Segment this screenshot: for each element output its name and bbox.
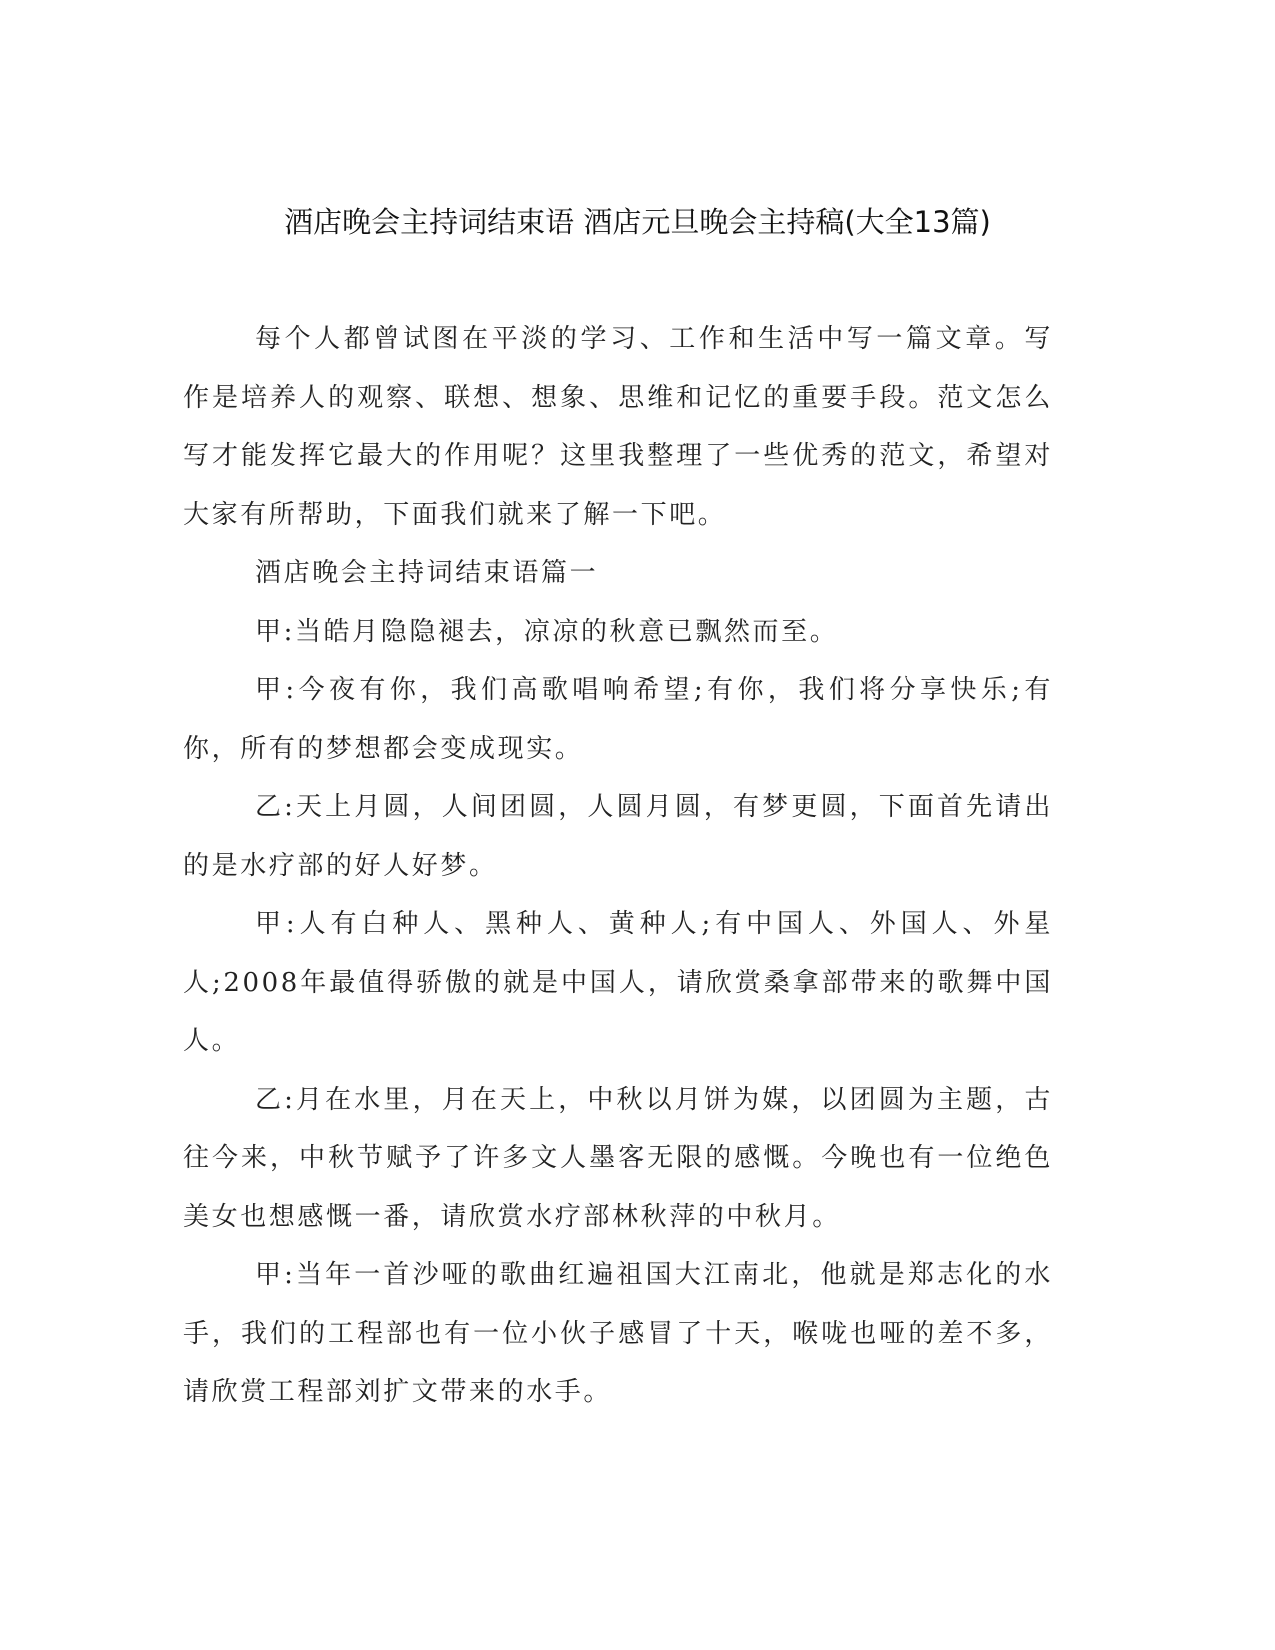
document-title: 酒店晚会主持词结束语 酒店元旦晚会主持稿(大全13篇) xyxy=(284,205,991,239)
document-body xyxy=(183,310,1053,1422)
paragraph: 乙:月在水里，月在天上，中秋以月饼为媒，以团圆为主题，古往今来，中秋节赋予了许多文人墨客无限的感慨。今晚也有一位绝色美女也想感慨一番，请欣赏水疗部林秋萍的中秋月。 xyxy=(183,1084,1053,1232)
paragraph: 甲:今夜有你，我们高歌唱响希望;有你，我们将分享快乐;有你，所有的梦想都会变成现实。 xyxy=(183,675,1053,764)
paragraph-intro: 每个人都曾试图在平淡的学习、工作和生活中写一篇文章。写作是培养人的观察、联想、想象、思维和记忆的重要手段。范文怎么写才能发挥它最大的作用呢？这里我整理了一些优秀的范文，希望对大家有所帮助，下面我们就来了解一下吧。 xyxy=(183,324,1053,530)
paragraph: 乙:天上月圆，人间团圆，人圆月圆，有梦更圆，下面首先请出的是水疗部的好人好梦。 xyxy=(183,792,1053,881)
paragraph: 甲:当皓月隐隐褪去，凉凉的秋意已飘然而至。 xyxy=(255,616,839,647)
paragraph: 甲:人有白种人、黑种人、黄种人;有中国人、外国人、外星人;2008年最值得骄傲的就是中国人，请欣赏桑拿部带来的歌舞中国人。 xyxy=(183,909,1053,1056)
section-heading: 酒店晚会主持词结束语篇一 xyxy=(255,558,599,588)
paragraph: 甲:当年一首沙哑的歌曲红遍祖国大江南北，他就是郑志化的水手，我们的工程部也有一位小伙子感冒了十天，喉咙也哑的差不多，请欣赏工程部刘扩文带来的水手。 xyxy=(183,1260,1053,1407)
